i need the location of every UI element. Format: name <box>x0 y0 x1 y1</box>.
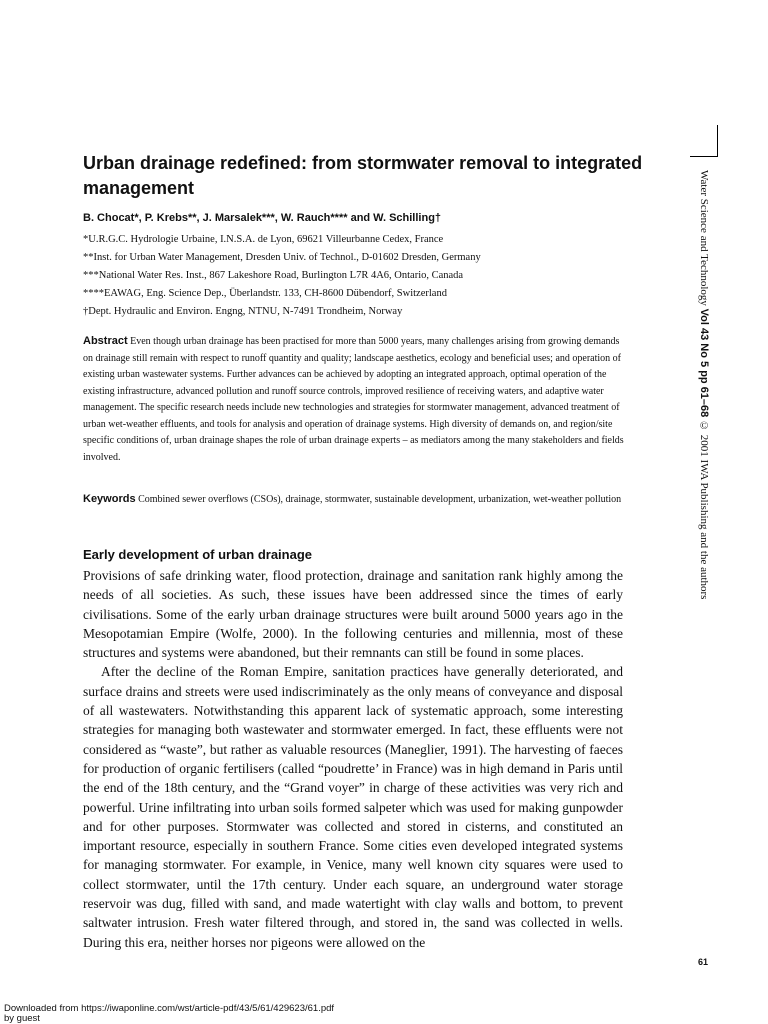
abstract <box>83 333 628 466</box>
keywords-label: Keywords <box>83 493 136 505</box>
author-list: B. Chocat*, P. Krebs**, J. Marsalek***, W. Rauch**** and W. Schilling† <box>83 212 442 224</box>
paper-title: Urban drainage redefined: from stormwater removal to integrated management <box>83 153 643 198</box>
affiliation: ****EAWAG, Eng. Science Dep., Überlandstr. 133, CH-8600 Dübendorf, Switzerland <box>83 288 447 299</box>
page-number: 61 <box>698 957 709 967</box>
affiliation: **Inst. for Urban Water Management, Dresden Univ. of Technol., D-01602 Dresden, Germany <box>83 252 481 263</box>
paragraph: After the decline of the Roman Empire, sanitation practices have generally deteriorated, and surface drains and streets were used indiscriminately as the only means of conveyance and disposal of all wastewaters. Notwithstanding this apparent lack of systematic approach, some interesting strategies for managing both wastewater and stormwater emerged. In fact, these effluents were not considered as “waste”, but rather as valuable resources (Maneglier, 1991). The harvesting of faeces for production of organic fertilisers (called “poudrette’ in France) was in high demand in Paris until the end of the 18th century, and the “Grand voyer” in charge of these activities was very rich and powerful. Urine infiltrating into urban soils formed salpeter which was used for making gunpowder and for other purposes. Stormwater was collected and stored in cisterns, and constituted an important resource, especially in southern France. Some cities even developed integrated systems for managing stormwater. For example, in Venice, many well known city squares were used to collect stormwater, until the 17th century. Under each square, an underground water storage reservoir was dug, filled with sand, and made watertight with clay walls and bottom, to prevent saltwater intrusion. Fresh water filtered through, and stored in, the sand was collected in wells. During this era, neither horses nor pigeons were allowed on the <box>83 664 623 950</box>
journal-rights: © 2001 IWA Publishing and the authors <box>698 420 710 600</box>
download-guest: by guest <box>4 1013 40 1024</box>
affiliation: †Dept. Hydraulic and Environ. Engng, NTNU, N-7491 Trondheim, Norway <box>83 306 403 317</box>
download-notice <box>4 1004 334 1024</box>
abstract-label: Abstract <box>83 335 128 347</box>
side-rule-vertical <box>717 125 718 157</box>
side-rule-horizontal <box>690 156 718 157</box>
keywords-text: Combined sewer overflows (CSOs), drainage, stormwater, sustainable development, urbanization, wet-weather pollution <box>138 494 622 505</box>
affiliation: *U.R.G.C. Hydrologie Urbaine, I.N.S.A. de Lyon, 69621 Villeurbanne Cedex, France <box>83 234 444 245</box>
affiliation: ***National Water Res. Inst., 867 Lakeshore Road, Burlington L7R 4A6, Ontario, Canada <box>83 270 464 281</box>
abstract-text: Even though urban drainage has been practised for more than 5000 years, many challenges arising from growing demands on drainage still remain with respect to runoff quantity and quality; landscape aesthetics, ecology and beneficial uses; and operation of existing urban wastewater systems. Further advances can be achieved by adopting an integrated approach, optimal operation of the existing infrastructure, advanced pollution and runoff source controls, improved resilience of receiving waters, and adaptive water management. The specific research needs include new technologies and strategies for stormwater management, advanced treatment of urban wet-weather effluents, and tools for analysis and operation of drainage systems. High diversity of demands on, and region/site specific conditions of, urban drainage shapes the role of urban drainage experts – as mediators among the many stakeholders and fields involved. <box>83 336 624 463</box>
paragraph: Provisions of safe drinking water, flood protection, drainage and sanitation rank highly among the needs of all societies. As such, these issues have been addressed since the times of early civilisations. Some of the early urban drainage structures were built around 5000 years ago in the Mesopotamian Empire (Wolfe, 2000). In the following centuries and millennia, most of these structures and systems were abandoned, but their remnants can still be found in some places. <box>83 568 623 661</box>
body-text <box>83 566 623 952</box>
section-heading: Early development of urban drainage <box>83 547 312 562</box>
journal-volume: Vol 43 No 5 pp 61–68 <box>698 308 710 418</box>
journal-sidebar <box>698 170 710 599</box>
journal-name: Water Science and Technology <box>698 170 710 306</box>
keywords <box>83 491 628 508</box>
download-link[interactable]: Downloaded from https://iwaponline.com/wst/article-pdf/43/5/61/429623/61.pdf <box>4 1003 335 1014</box>
